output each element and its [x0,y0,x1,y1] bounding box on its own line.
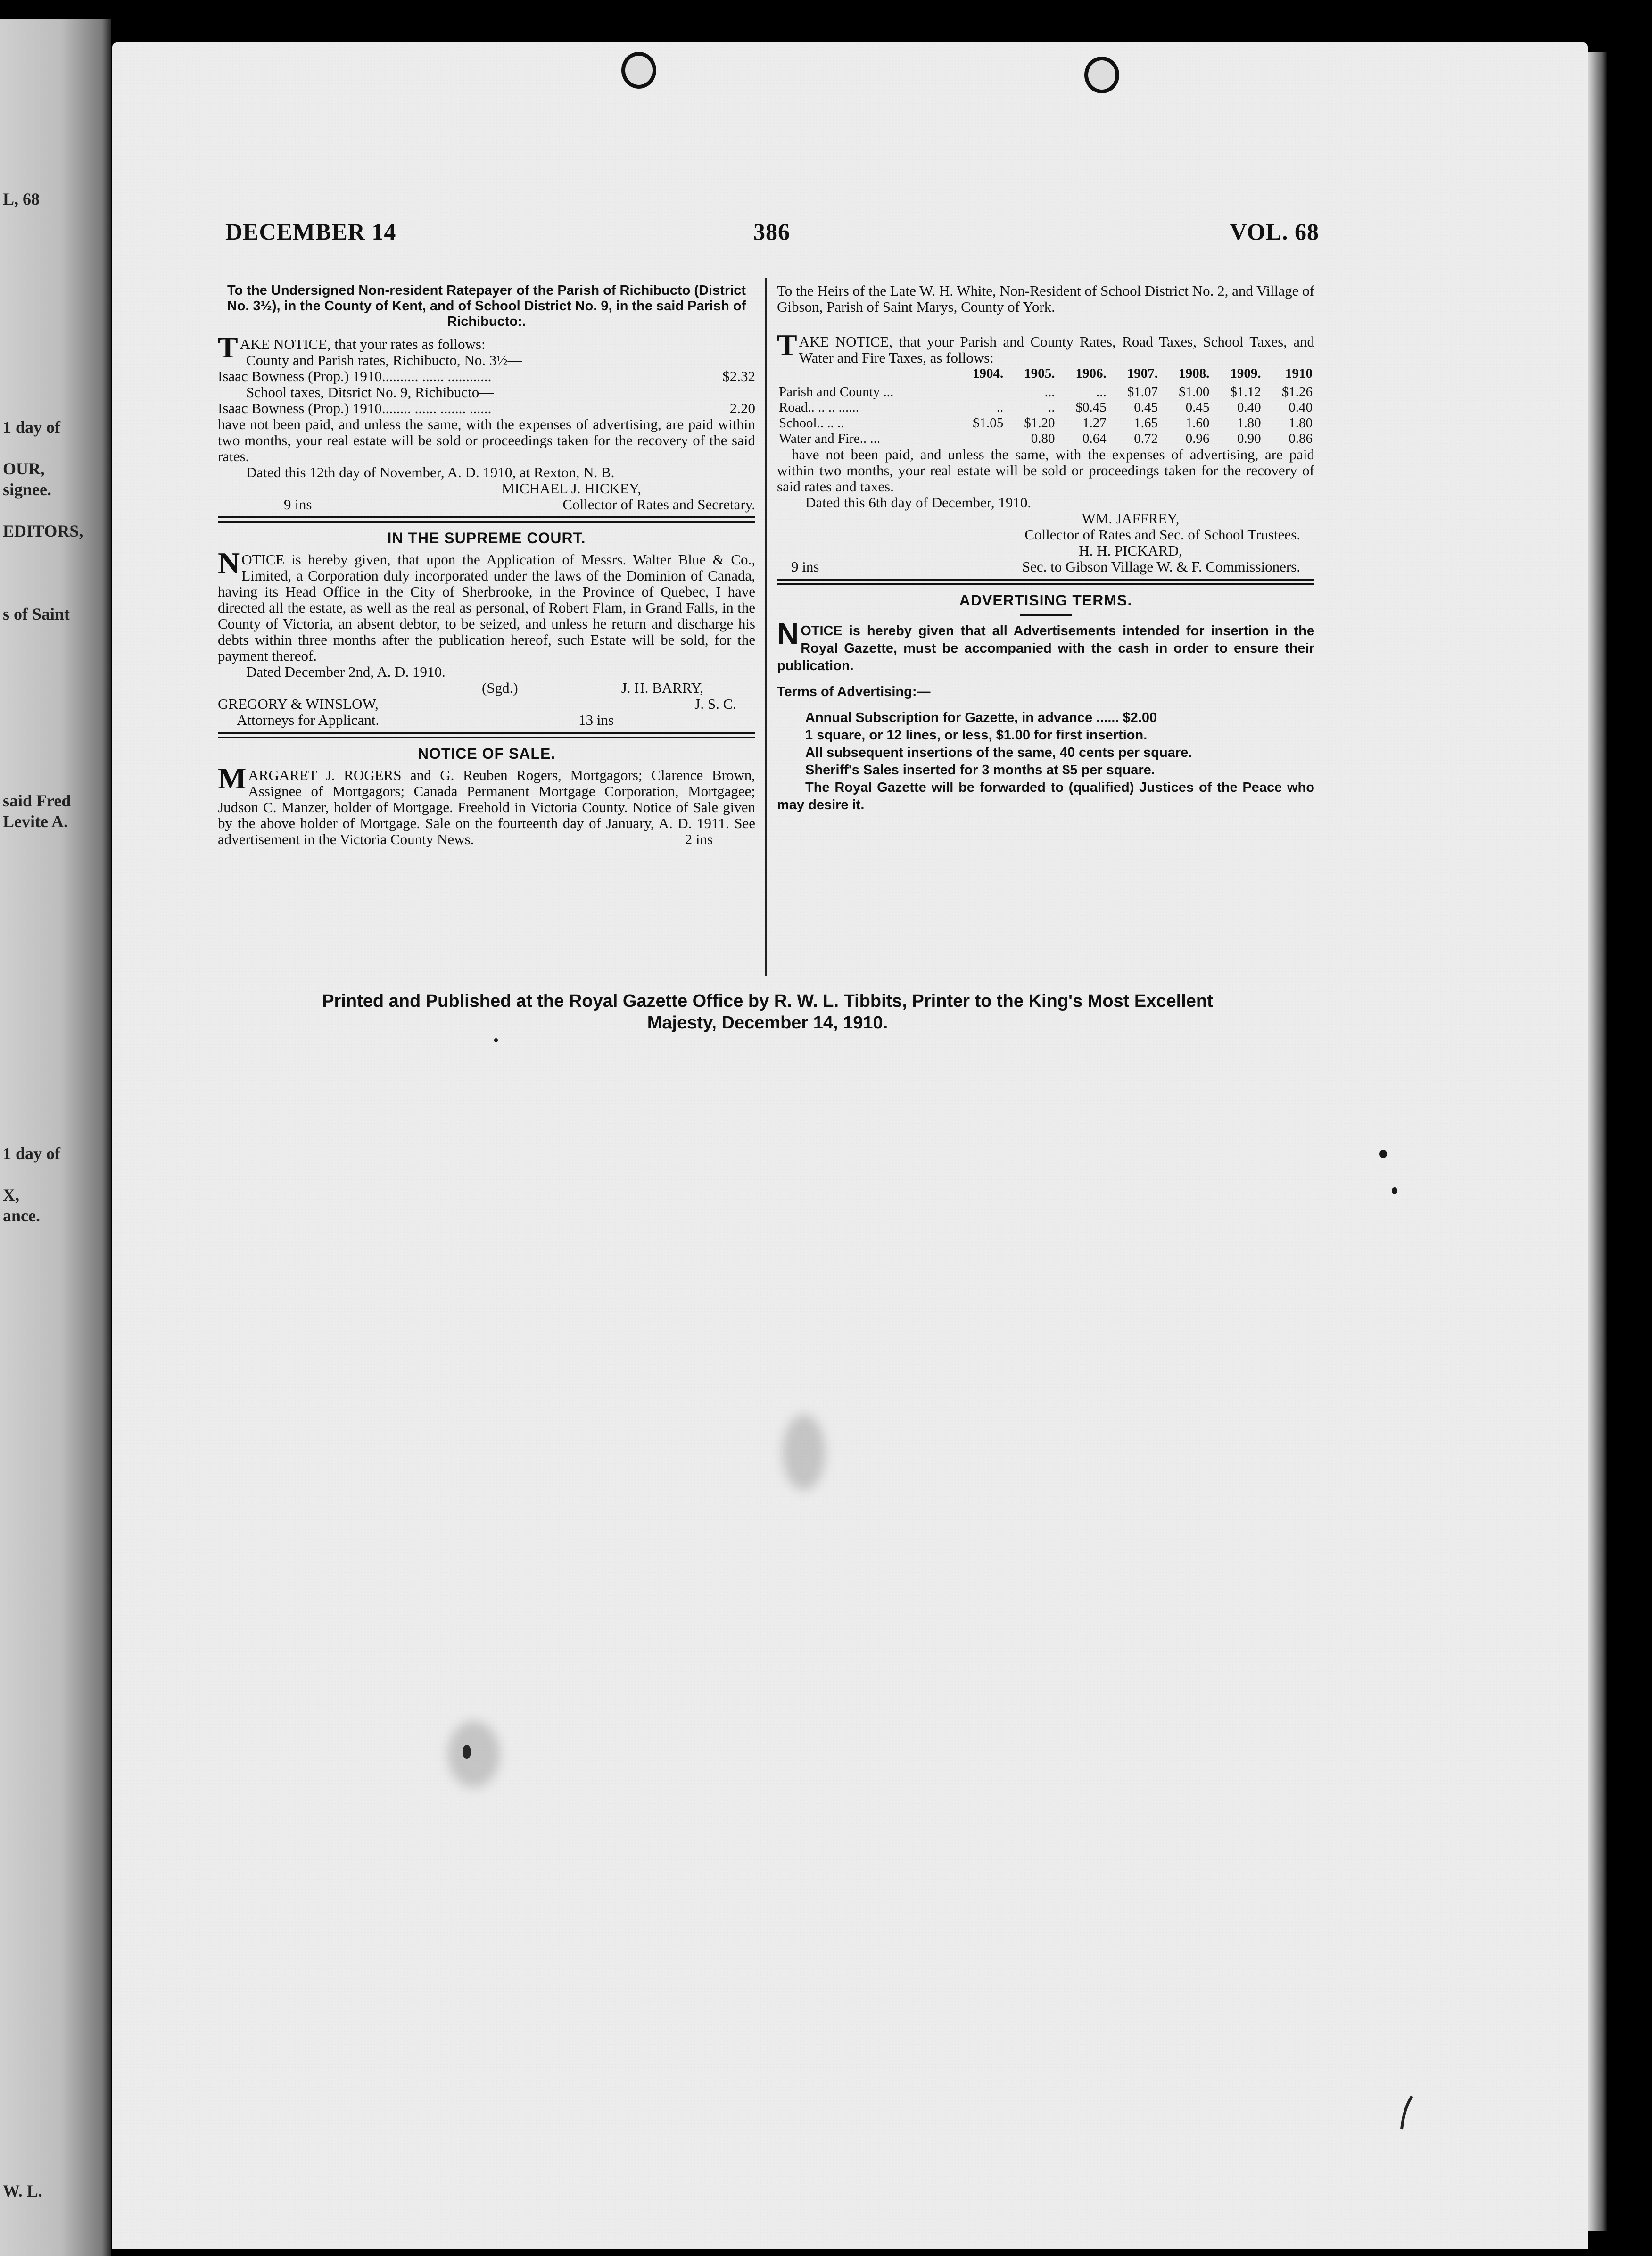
advertising-terms-title: ADVERTISING TERMS. [959,592,1132,609]
year-col: 1907. [1127,366,1158,381]
terms-line-5: The Royal Gazette will be forwarded to (qualified) Justices of the Peace who may desire it. [777,780,1314,813]
table-cell: 1.60 [1185,415,1210,431]
table-cell: 0.90 [1237,431,1261,446]
adjacent-page-fragment: 1 day of [3,1144,61,1163]
table-cell: 0.45 [1134,400,1158,415]
table-row [777,384,1314,400]
table-cell: 1.65 [1134,415,1158,431]
row-label: Parish and County ... [779,384,894,399]
ratepayer-line-4-label: Isaac Bowness (Prop.) 1910........ ...... ....... ...... [218,400,492,416]
rates-table-header [777,366,1314,384]
binding-hole-right [1084,57,1119,93]
table-cell: 1.80 [1237,415,1261,431]
table-cell: $0.45 [1075,400,1107,415]
table-row [777,400,1314,415]
ink-speck [1379,1150,1387,1158]
table-cell: 0.96 [1185,431,1210,446]
running-head [225,218,1319,251]
adjacent-page-fragment: 1 day of [3,418,61,437]
imprint-line-2: Majesty, December 14, 1910. [647,1013,888,1033]
adjacent-page-fragment: X, [3,1186,19,1204]
table-cell: $1.05 [972,415,1004,431]
supreme-court-sig-line-2 [218,696,755,712]
supreme-court-judge: J. H. BARRY, [621,680,703,696]
supreme-court-body: NOTICE is hereby given, that upon the Application of Messrs. Walter Blue & Co., Limited, a Corporation duly incorporated under the laws of the Dominion of Canada, having its Head Office in the City of Sherbrooke, in the Province of Quebec, I have directed all the estate, as well as the real as personal, of Robert Flam, in Grand Falls, in the County of Victoria, an absent debtor, to be seized, and unless he return and discharge his debts within three months after the publication hereof, such Estate will be sold, for the payment thereof. [218,546,755,664]
page-number: 386 [753,218,790,245]
year-col: 1904. [972,366,1004,381]
ratepayer-line-3: School taxes, Ditsrict No. 9, Richibucto— [246,384,494,400]
printer-imprint [225,990,1310,1034]
terms-line-4: Sheriff's Sales inserted for 3 months at $5 per square. [805,763,1155,778]
adjacent-page-fragment: L, 68 [3,190,40,208]
row-label: Road.. .. .. ...... [779,400,859,415]
row-label: School.. .. .. [779,415,844,431]
heirs-notice-intro: TAKE NOTICE, that your Parish and County Rates, Road Taxes, School Taxes, and Water and Fire Taxes, as follows: [777,328,1314,366]
left-column [218,283,755,847]
advertising-notice: NOTICE is hereby given that all Advertisements intended for insertion in the Royal Gazette, must be accompanied with the cash in order to ensure their publication. [777,617,1314,673]
terms-heading: Terms of Advertising:— [777,684,931,699]
year-col: 1906. [1075,366,1107,381]
heirs-signer-2: H. H. PICKARD, [1079,542,1182,559]
rates-table-corner [777,366,954,384]
table-cell [954,384,1005,400]
table-cell: 0.64 [1082,431,1107,446]
table-cell: 1.27 [1082,415,1107,431]
paper-smudge [448,1721,500,1787]
heirs-notice-body: —have not been paid, and unless the same, with the expenses of advertising, are paid within two months, your real estate will be sold or proceedings taken for the recovery of said rates and taxes. [777,446,1314,495]
ratepayer-notice-dated: Dated this 12th day of November, A. D. 1910, at Rexton, N. B. [246,464,615,481]
page-edge-shadow [1588,52,1607,2231]
ratepayer-line-2-value: $2.32 [722,368,755,384]
table-cell: .. [996,400,1004,415]
table-cell: ... [1096,384,1107,399]
adjacent-page-fragment: ance. [3,1206,40,1225]
notice-of-sale-title: NOTICE OF SALE. [417,745,556,762]
ratepayer-line-4-value: 2.20 [729,400,755,416]
rates-table [777,366,1314,447]
binding-hole-left [621,52,656,89]
adjacent-page-fragment: OUR, [3,459,45,478]
table-cell: 0.40 [1289,400,1313,415]
ratepayer-ins: 9 ins [284,496,312,513]
adjacent-page-fragment: signee. [3,480,51,499]
year-col: 1909. [1230,366,1261,381]
supreme-court-sig-line-3 [218,712,755,728]
heirs-signer-1: WM. JAFFREY, [1082,510,1180,527]
table-cell: 1.80 [1289,415,1313,431]
volume-number: VOL. 68 [1230,218,1319,245]
row-label: Water and Fire.. ... [779,431,881,446]
supreme-court-dated: Dated December 2nd, A. D. 1910. [246,664,446,680]
table-cell: $1.00 [1179,384,1210,399]
ratepayer-line-2 [218,368,755,384]
adjacent-page-fragment: s of Saint [3,605,70,623]
supreme-court-firm: GREGORY & WINSLOW, [218,696,379,712]
supreme-court-sgd: (Sgd.) [482,680,518,696]
table-cell: 0.40 [1237,400,1261,415]
header-date: DECEMBER 14 [225,218,396,245]
table-cell: 0.86 [1289,431,1313,446]
heirs-ins: 9 ins [791,558,819,575]
table-cell: .. [1048,400,1055,415]
heirs-signer-2-title: Sec. to Gibson Village W. & F. Commissioners. [1022,558,1300,575]
table-row [777,415,1314,431]
year-col: 1910 [1285,366,1313,381]
heirs-signature-line [777,559,1314,575]
table-cell: $1.20 [1024,415,1055,431]
title-underline [1020,614,1072,616]
terms-line-1: Annual Subscription for Gazette, in advance ...... $2.00 [805,710,1157,725]
adjacent-page-fragment: said Fred [3,791,71,810]
supreme-court-judge-title: J. S. C. [694,696,736,712]
ratepayer-signer: MICHAEL J. HICKEY, [501,480,642,497]
section-rule [777,579,1314,585]
terms-line-2: 1 square, or 12 lines, or less, $1.00 for first insertion. [805,728,1148,743]
ink-speck [494,1038,498,1042]
ink-speck [1392,1187,1397,1194]
supreme-court-sig-line-1 [218,680,755,696]
table-cell: 0.45 [1185,400,1210,415]
ratepayer-line-2-label: Isaac Bowness (Prop.) 1910.......... ...... ............ [218,368,492,384]
adjacent-page-edge [0,19,111,2256]
adjacent-page-fragment: W. L. [3,2181,42,2200]
table-row [777,431,1314,447]
column-divider [765,278,767,976]
imprint-line-1: Printed and Published at the Royal Gazette Office by R. W. L. Tibbits, Printer to the King's Most Excellent [322,991,1213,1011]
pencil-mark [1398,2094,1417,2132]
heirs-signer-1-title: Collector of Rates and Sec. of School Trustees. [1024,526,1300,543]
supreme-court-title: IN THE SUPREME COURT. [387,530,586,547]
ratepayer-signer-title: Collector of Rates and Secretary. [562,496,755,513]
notice-of-sale-ins: 2 ins [685,831,713,847]
ratepayer-signature-line [218,497,755,513]
ratepayer-notice-heading: To the Undersigned Non-resident Ratepayer of the Parish of Richibucto (District No. 3½), in the County of Kent, and of School District No. 9, in the said Parish of Richibucto:. [227,283,746,329]
paper-smudge [783,1415,825,1490]
heirs-notice-dated: Dated this 6th day of December, 1910. [805,494,1032,511]
table-cell: $1.07 [1127,384,1158,399]
section-rule [218,732,755,738]
adjacent-page-fragment: EDITORS, [3,522,83,540]
table-cell: 0.80 [1031,431,1055,446]
supreme-court-firm-title: Attorneys for Applicant. [237,712,380,728]
notice-of-sale-body: MARGARET J. ROGERS and G. Reuben Rogers, Mortgagors; Clarence Brown, Assignee of Mortgagors; Canada Permanent Mortgage Corporation, Mortgagee; Judson C. Manzer, holder of Mortgage. Freehold in Victoria County. Notice of Sale given by the above holder of Mortgage. Sale on the fourteenth day of January, A. D. 1911. See advertisement in the Victoria County News. [218,762,755,847]
table-cell: $1.12 [1230,384,1261,399]
section-rule [218,516,755,523]
terms-line-3: All subsequent insertions of the same, 40 cents per square. [805,745,1192,760]
year-col: 1905. [1024,366,1055,381]
table-cell: $1.26 [1281,384,1313,399]
supreme-court-ins: 13 ins [578,712,614,728]
ratepayer-notice-intro: TAKE NOTICE, that your rates as follows: [218,331,486,364]
table-cell: 0.72 [1134,431,1158,446]
table-cell: ... [1044,384,1055,399]
year-col: 1908. [1179,366,1210,381]
adjacent-page-fragment: Levite A. [3,812,68,831]
heirs-notice-heading: To the Heirs of the Late W. H. White, Non-Resident of School District No. 2, and Village of Gibson, Parish of Saint Marys, County of York. [777,282,1314,315]
ratepayer-line-4 [218,400,755,416]
ratepayer-notice-body: have not been paid, and unless the same, with the expenses of advertising, are paid within two months, your real estate will be sold or proceedings taken for the recovery of the said rates. [218,416,755,464]
table-cell [954,431,1005,447]
right-column [777,283,1314,814]
ratepayer-line-1: County and Parish rates, Richibucto, No. 3½— [246,352,522,368]
